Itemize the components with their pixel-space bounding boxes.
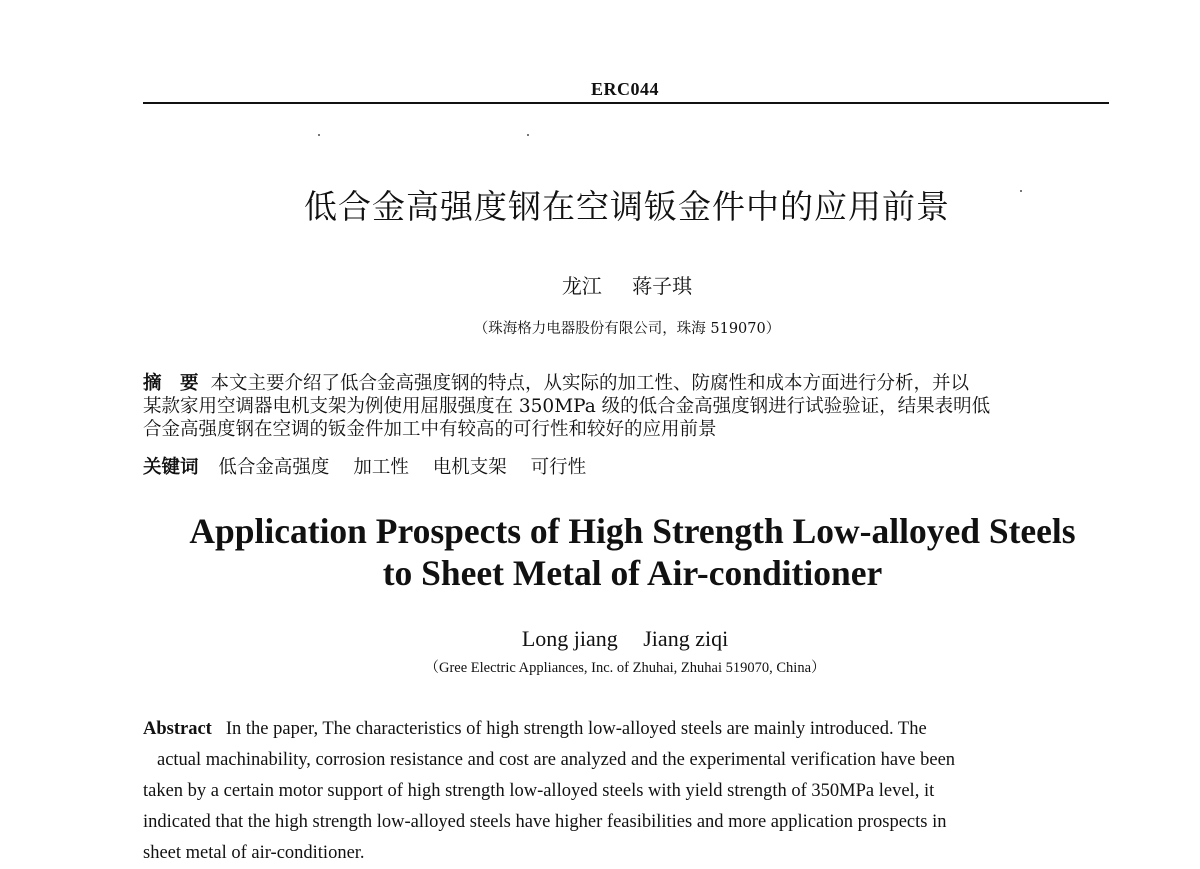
chinese-authors — [0, 270, 1200, 299]
english-abstract-label: Abstract — [143, 719, 212, 739]
english-title-line: Application Prospects of High Strength Low-alloyed Steels — [189, 511, 1076, 551]
english-abstract-line: Abstract In the paper, The characteristics of high strength low-alloyed steels are mainly introduced. The — [143, 719, 927, 739]
keyword: 电机支架 — [432, 457, 507, 478]
chinese-title: 低合金高强度钢在空调钣金件中的应用前景 — [304, 187, 950, 226]
keyword: 低合金高强度 — [218, 457, 330, 478]
chinese-keywords-label: 关键词 — [143, 457, 199, 478]
chinese-keywords — [143, 453, 1115, 479]
header-rule — [143, 102, 1109, 104]
english-abstract-line: sheet metal of air-conditioner. — [143, 843, 365, 863]
english-abstract-line: taken by a certain motor support of high strength low-alloyed steels with yield strength of 350MPa level, it — [143, 781, 935, 801]
scan-speck — [527, 134, 529, 136]
english-title — [150, 510, 1115, 594]
english-author: Long jiang — [521, 626, 618, 651]
english-abstract-line: indicated that the high strength low-alloyed steels have higher feasibilities and more application prospects in — [143, 812, 947, 832]
english-author: Jiang ziqi — [643, 626, 729, 651]
english-abstract-line: actual machinability, corrosion resistance and cost are analyzed and the experimental verification have been — [157, 750, 956, 770]
chinese-abstract-line: 合金高强度钢在空调的钣金件加工中有较高的可行性和较好的应用前景 — [143, 419, 717, 440]
keyword: 可行性 — [530, 457, 587, 478]
chinese-abstract-line: 某款家用空调器电机支架为例使用屈服强度在 350MPa 级的低合金高强度钢进行试验验证，结果表明低 — [143, 396, 991, 417]
chinese-author: 蒋子琪 — [632, 274, 693, 298]
scan-speck — [318, 134, 320, 136]
english-abstract — [143, 714, 1098, 869]
chinese-abstract — [143, 372, 1115, 441]
keyword: 加工性 — [353, 457, 409, 478]
chinese-abstract-label: 摘 要 — [143, 373, 199, 394]
chinese-affiliation: （珠海格力电器股份有限公司，珠海 519070） — [473, 321, 781, 337]
english-affiliation: （Gree Electric Appliances, Inc. of Zhuhai, Zhuhai 519070, China） — [424, 660, 826, 676]
header-code: ERC044 — [590, 79, 659, 99]
english-authors — [0, 626, 1200, 652]
chinese-author: 龙江 — [561, 274, 602, 298]
chinese-abstract-line: 摘 要 本文主要介绍了低合金高强度钢的特点，从实际的加工性、防腐性和成本方面进行分析，并以 — [143, 373, 970, 394]
english-title-line: to Sheet Metal of Air-conditioner — [382, 553, 883, 593]
